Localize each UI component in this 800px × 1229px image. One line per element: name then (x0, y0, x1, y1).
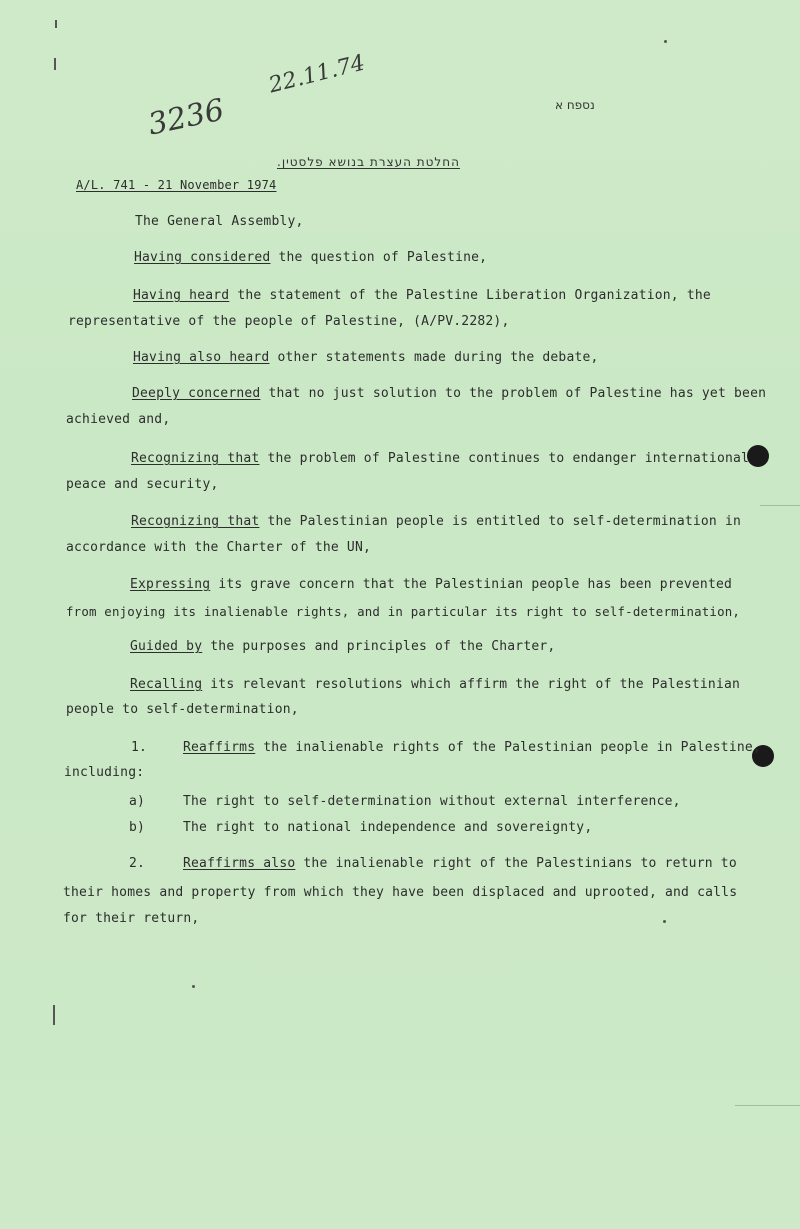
handwritten-doc-number: 3236 (145, 92, 228, 143)
margin-dot (663, 920, 666, 923)
fold-line (760, 505, 800, 506)
margin-mark (54, 58, 56, 70)
preamble-1: Having considered the question of Palestine, (134, 250, 488, 265)
sub-item-a-label: a) (129, 794, 146, 809)
sub-item-a: The right to self-determination without external interference, (183, 794, 681, 809)
preamble-9: Recalling its relevant resolutions which affirm the right of the Palestinian (130, 677, 741, 692)
operative-2-cont2: for their return, (63, 911, 200, 926)
handwritten-date: 22.11.74 (266, 50, 368, 99)
preamble-6: Recognizing that the Palestinian people is entitled to self-determination in (131, 514, 742, 529)
preamble-4-cont: achieved and, (66, 412, 171, 427)
margin-mark (55, 20, 57, 28)
sub-item-b: The right to national independence and sovereignty, (183, 820, 593, 835)
operative-1: Reaffirms the inalienable rights of the Palestinian people in Palestine, (183, 740, 761, 755)
preamble-0: The General Assembly, (135, 214, 304, 229)
margin-dot (192, 985, 195, 988)
margin-dot (664, 40, 667, 43)
preamble-7-cont: from enjoying its inalienable rights, and in particular its right to self-determination, (66, 604, 741, 619)
preamble-6-cont: accordance with the Charter of the UN, (66, 540, 372, 555)
preamble-7: Expressing its grave concern that the Palestinian people has been prevented (130, 577, 733, 592)
operative-2-cont: their homes and property from which they have been displaced and uprooted, and calls (63, 885, 738, 900)
preamble-8: Guided by the purposes and principles of the Charter, (130, 639, 556, 654)
punch-hole (747, 445, 769, 467)
preamble-5: Recognizing that the problem of Palestine continues to endanger international (131, 451, 750, 466)
resolution-title: החלטת העצרת בנושא פלסטין. (277, 155, 460, 169)
preamble-3: Having also heard other statements made during the debate, (133, 350, 599, 365)
sub-item-b-label: b) (129, 820, 146, 835)
preamble-2: Having heard the statement of the Palestine Liberation Organization, the (133, 288, 711, 303)
operative-2: Reaffirms also the inalienable right of the Palestinians to return to (183, 856, 737, 871)
operative-1-cont: including: (64, 765, 145, 780)
preamble-4: Deeply concerned that no just solution to the problem of Palestine has yet been (132, 386, 767, 401)
appendix-label: נספח א (555, 98, 595, 112)
fold-line (735, 1105, 800, 1106)
document-reference: A/L. 741 - 21 November 1974 (76, 178, 277, 192)
preamble-9-cont: people to self-determination, (66, 702, 299, 717)
preamble-5-cont: peace and security, (66, 477, 219, 492)
margin-mark (53, 1005, 55, 1025)
preamble-2-cont: representative of the people of Palestine, (A/PV.2282), (68, 314, 510, 329)
operative-1-number: 1. (131, 740, 148, 755)
operative-2-number: 2. (129, 856, 146, 871)
